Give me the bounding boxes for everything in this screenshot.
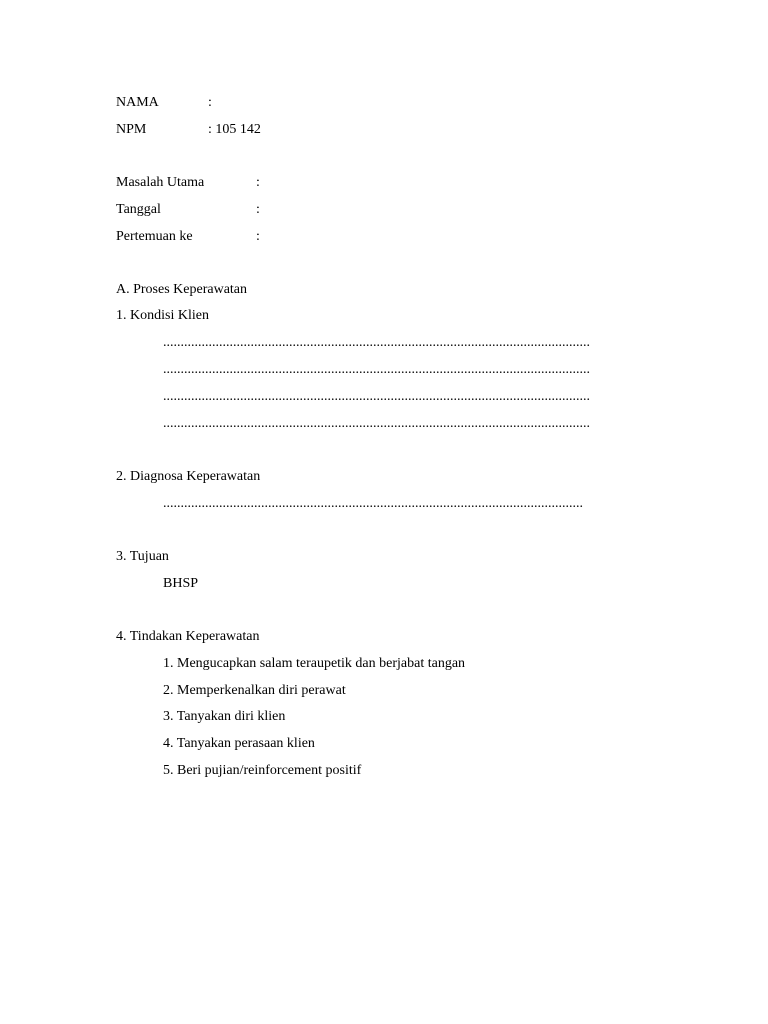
tujuan-title: 3. Tujuan xyxy=(116,549,169,564)
tindakan-item: 3. Tanyakan diri klien xyxy=(163,709,286,724)
nama-label: NAMA xyxy=(116,95,159,110)
tindakan-item: 5. Beri pujian/reinforcement positif xyxy=(163,763,362,778)
kondisi-klien-title: 1. Kondisi Klien xyxy=(116,308,209,323)
npm-value: : 105 142 xyxy=(208,122,261,137)
section-a-title: A. Proses Keperawatan xyxy=(116,282,248,297)
tujuan-value: BHSP xyxy=(163,576,199,591)
tanggal-label: Tanggal xyxy=(116,202,161,217)
kondisi-dotted-line: .......................................................................................................................... xyxy=(163,362,590,377)
kondisi-dotted-line: .......................................................................................................................... xyxy=(163,416,590,431)
pertemuan-value: : xyxy=(256,229,260,244)
diagnosa-title: 2. Diagnosa Keperawatan xyxy=(116,469,261,484)
tindakan-item: 2. Memperkenalkan diri perawat xyxy=(163,683,346,698)
masalah-utama-label: Masalah Utama xyxy=(116,175,205,190)
tindakan-title: 4. Tindakan Keperawatan xyxy=(116,629,260,644)
tindakan-item: 4. Tanyakan perasaan klien xyxy=(163,736,315,751)
npm-label: NPM xyxy=(116,122,147,137)
tanggal-value: : xyxy=(256,202,260,217)
diagnosa-dotted-line: ........................................................................................................................ xyxy=(163,496,583,511)
tindakan-item: 1. Mengucapkan salam teraupetik dan berjabat tangan xyxy=(163,656,466,671)
pertemuan-label: Pertemuan ke xyxy=(116,229,193,244)
nama-value: : xyxy=(208,95,212,110)
kondisi-dotted-line: .......................................................................................................................... xyxy=(163,335,590,350)
masalah-utama-value: : xyxy=(256,175,260,190)
kondisi-dotted-line: .......................................................................................................................... xyxy=(163,389,590,404)
